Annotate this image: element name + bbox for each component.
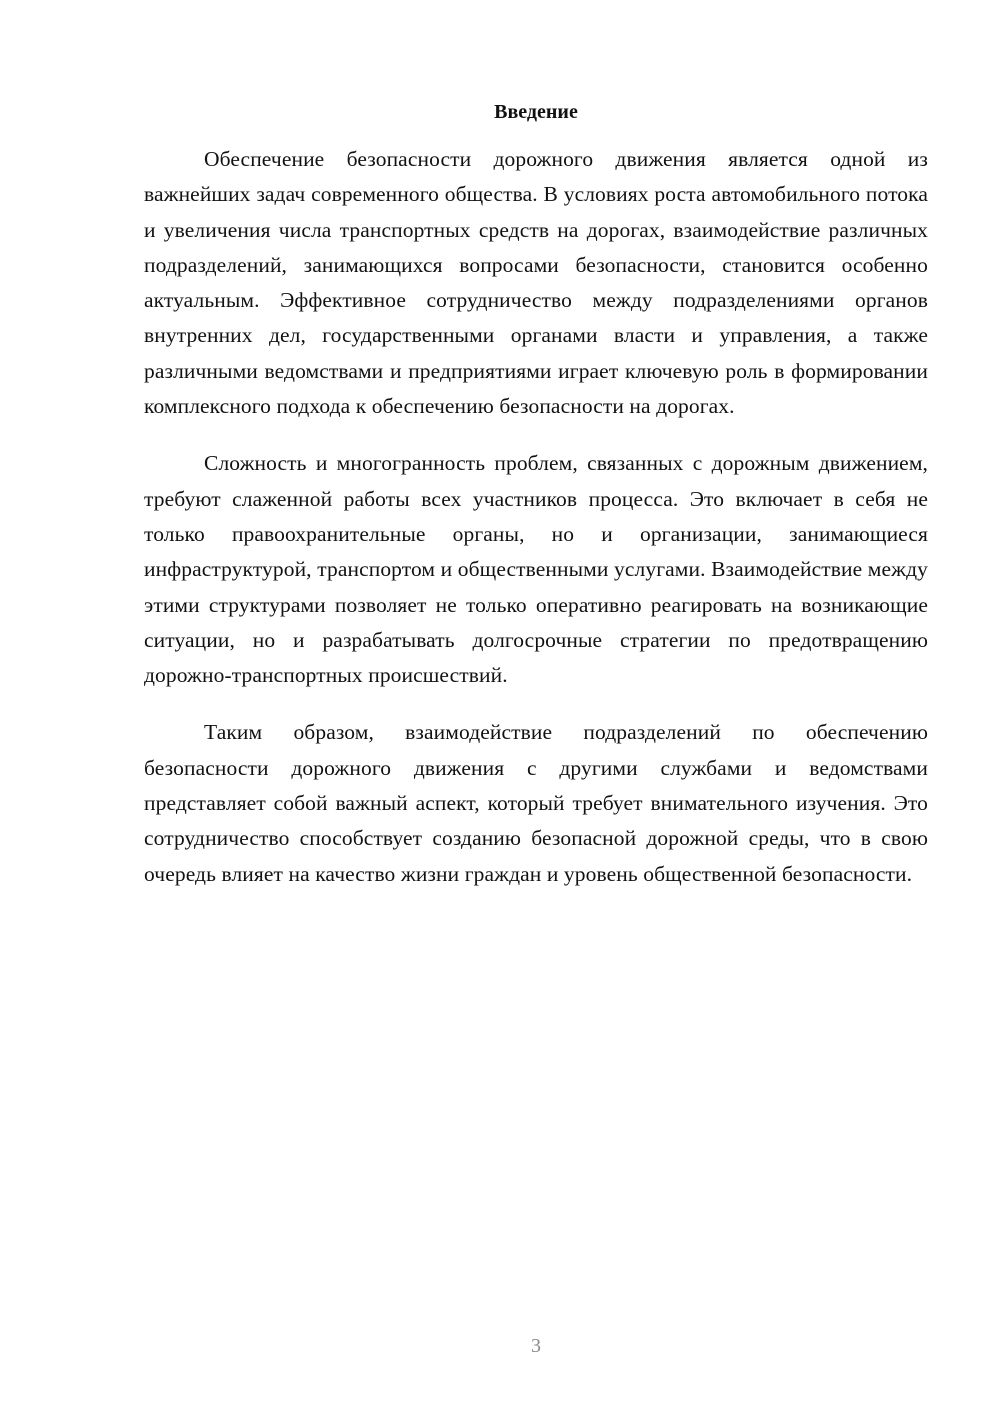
paragraph-intro: Обеспечение безопасности дорожного движения является одной из важнейших задач современного общества. В условиях роста автомобильного потока и увеличения числа транспортных средств на дорогах, взаимодействие различных подразделений, занимающихся вопросами безопасности, становится особенно актуальным. Эффективное сотрудничество между подразделениями органов внутренних дел, государственными органами власти и управления, а также различными ведомствами и предприятиями играет ключевую роль в формировании комплексного подхода к обеспечению безопасности на дорогах. (144, 147, 928, 419)
paragraph-conclusion: Таким образом, взаимодействие подразделений по обеспечению безопасности дорожного движения с другими службами и ведомствами представляет собой важный аспект, который требует внимательного изучения. Это сотрудничество способствует созданию безопасной дорожной среды, что в свою очередь влияет на качество жизни граждан и уровень общественной безопасности. (144, 720, 928, 886)
paragraph-complexity: Сложность и многогранность проблем, связанных с дорожным движением, требуют слаженной работы всех участников процесса. Это включает в себя не только правоохранительные органы, но и организации, занимающиеся инфраструктурой, транспортом и общественными услугами. Взаимодействие между этими структурами позволяет не только оперативно реагировать на возникающие ситуации, но и разрабатывать долгосрочные стратегии по предотвращению дорожно-транспортных происшествий. (144, 451, 928, 688)
page-number: 3 (531, 1335, 541, 1357)
section-heading: Введение (494, 101, 578, 123)
body-text (144, 142, 928, 914)
